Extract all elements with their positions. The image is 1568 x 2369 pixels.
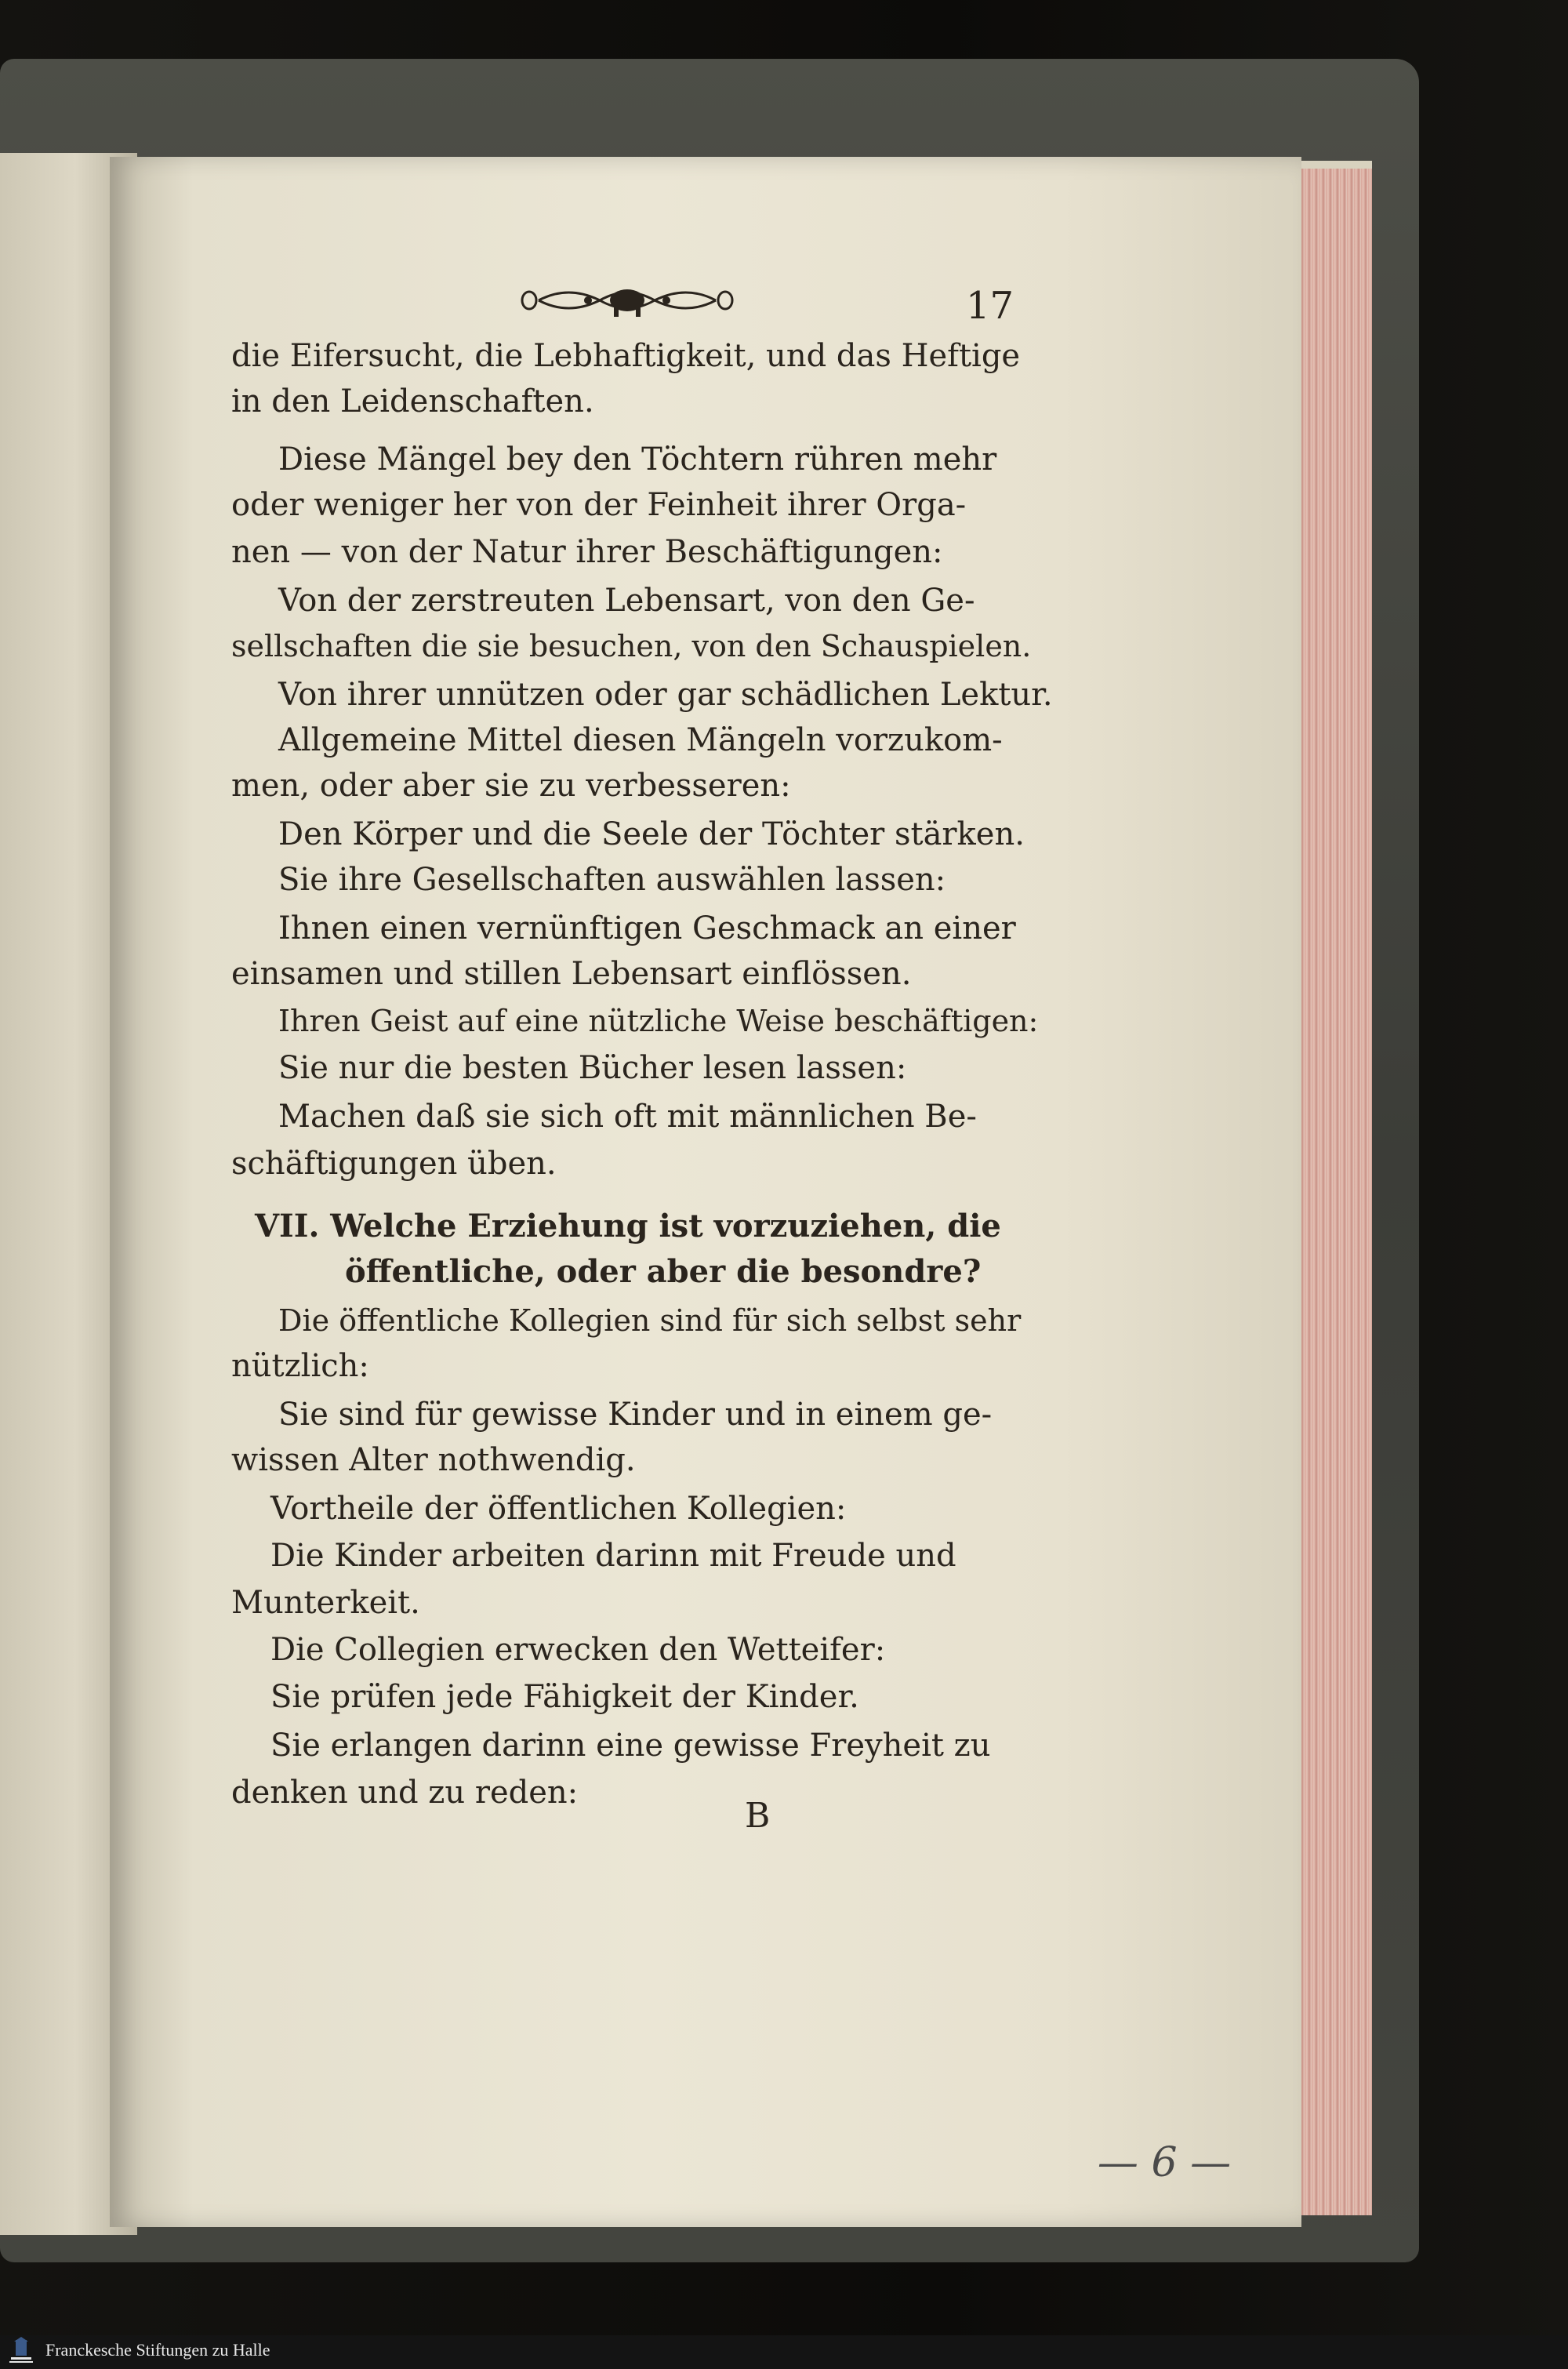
text-line: Ihnen einen vernünftigen Geschmack an einer — [278, 910, 1016, 947]
text-line: Allgemeine Mittel diesen Mängeln vorzukom- — [278, 722, 1003, 758]
text-line: in den Leidenschaften. — [231, 383, 594, 420]
text-line: die Eifersucht, die Lebhaftigkeit, und das Heftige — [231, 338, 1021, 374]
text-line: Ihren Geist auf eine nützliche Weise beschäftigen: — [278, 1004, 1039, 1038]
text-line: Den Körper und die Seele der Töchter stärken. — [278, 816, 1025, 852]
text-line: denken und zu reden: — [231, 1775, 579, 1811]
text-line: einsamen und stillen Lebensart einflössen. — [231, 956, 912, 992]
section-heading-cont: öffentliche, oder aber die besondre? — [345, 1253, 982, 1290]
header-ornament — [514, 278, 741, 322]
svg-text:— 6 —: — 6 — — [1097, 2139, 1232, 2186]
text-line: Sie erlangen darinn eine gewisse Freyheit zu — [270, 1728, 991, 1764]
text-line: men, oder aber sie zu verbesseren: — [231, 768, 791, 804]
text-line: Die Collegien erwecken den Wetteifer: — [270, 1632, 886, 1668]
text-line: Die öffentliche Kollegien sind für sich selbst sehr — [278, 1303, 1022, 1338]
text-line: Von ihrer unnützen oder gar schädlichen Lektur. — [278, 677, 1053, 713]
text-line: Vortheile der öffentlichen Kollegien: — [270, 1491, 847, 1527]
text-line: Machen daß sie sich oft mit männlichen Be- — [278, 1099, 977, 1135]
text-line: Sie ihre Gesellschaften auswählen lassen: — [278, 862, 946, 898]
text-line: wissen Alter nothwendig. — [231, 1442, 636, 1478]
text-line: oder weniger her von der Feinheit ihrer Orga- — [231, 487, 967, 523]
red-page-edges — [1298, 169, 1372, 2215]
text-line: Sie nur die besten Bücher lesen lassen: — [278, 1050, 907, 1086]
text-line: Diese Mängel bey den Töchtern rühren mehr — [278, 441, 997, 478]
text-line: Die Kinder arbeiten darinn mit Freude und — [270, 1538, 956, 1574]
text-line: nen — von der Natur ihrer Beschäftigungen: — [231, 534, 943, 570]
text-line: Von der zerstreuten Lebensart, von den Ge- — [278, 583, 975, 619]
text-line: schäftigungen üben. — [231, 1146, 557, 1182]
text-line: nützlich: — [231, 1348, 369, 1384]
institution-logo-icon — [5, 2337, 38, 2367]
page-number: 17 — [966, 284, 1014, 328]
catchword: B — [745, 1796, 771, 1836]
text-line: sellschaften die sie besuchen, von den Schauspielen. — [231, 629, 1032, 663]
text-line: Sie prüfen jede Fähigkeit der Kinder. — [270, 1679, 859, 1715]
footer-credit: Franckesche Stiftungen zu Halle — [45, 2340, 270, 2360]
pencil-note — [1035, 2133, 1294, 2196]
text-line: Munterkeit. — [231, 1585, 420, 1621]
text-line: Sie sind für gewisse Kinder und in einem ge- — [278, 1397, 993, 1433]
section-heading: VII. Welche Erziehung ist vorzuziehen, die — [255, 1208, 1001, 1244]
